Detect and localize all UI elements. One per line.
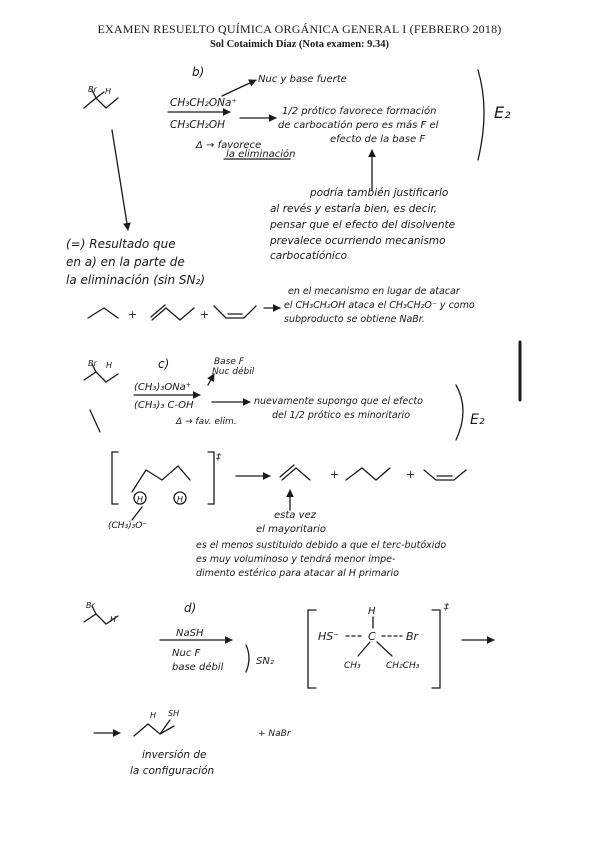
heat-note-c: Δ → fav. elim. xyxy=(176,417,237,427)
section-d xyxy=(84,606,494,736)
solvent-note-b-3: efecto de la base F xyxy=(330,134,426,145)
ts-ch3-d: CH₃ xyxy=(344,661,361,671)
section-c xyxy=(0,342,599,520)
mechanism-b: E₂ xyxy=(494,103,511,122)
ts-bracket-right-d xyxy=(432,610,440,688)
byproduct-d: + NaBr xyxy=(258,729,291,739)
ts-base-c: (CH₃)₃O⁻ xyxy=(108,521,148,531)
atom-h-c: H xyxy=(106,361,113,370)
label-b: b) xyxy=(192,65,205,79)
ts-bracket-right-c xyxy=(208,452,214,504)
justify-b-3: pensar que el efecto del disolvente xyxy=(270,219,456,231)
note-arrow-b1 xyxy=(222,80,256,96)
bracket-c xyxy=(456,385,463,440)
product-b1 xyxy=(88,308,118,318)
atom-h-b: H xyxy=(105,87,112,96)
plus-b-2: + xyxy=(200,308,210,321)
atom-h-d: H xyxy=(110,615,117,624)
major-c-2: el mayoritario xyxy=(256,524,326,535)
ts-nuc-d: HS⁻ xyxy=(318,630,340,643)
atom-br-d: Br xyxy=(86,601,95,610)
result-b-2: en a) en la parte de xyxy=(66,255,185,269)
ts-skeleton-c xyxy=(132,466,190,492)
result-b-1: (=) Resultado que xyxy=(66,237,176,251)
footnote-b-2: el CH₃CH₂OH ataca el CH₃CH₂O⁻ y como xyxy=(284,300,475,311)
plus-c-1: + xyxy=(330,468,340,481)
inversion-d-2: la configuración xyxy=(130,765,215,777)
label-c: c) xyxy=(158,357,170,371)
ts-br-d: Br xyxy=(406,630,419,643)
solvent-c: (CH₃)₃ C-OH xyxy=(134,400,194,411)
heat-note-b-1: Δ → favorece xyxy=(196,140,262,151)
major-c-4: es muy voluminoso y tendrá menor impe- xyxy=(196,554,396,565)
ts-base-bond xyxy=(132,507,142,520)
exam-title: EXAMEN RESUELTO QUÍMICA ORGÁNICA GENERAL I (FEBRERO 2018) xyxy=(97,22,502,36)
product-c1 xyxy=(282,468,310,480)
major-c-3: es el menos sustituido debido a que el terc-butóxido xyxy=(196,540,447,551)
mechanism-d: SN₂ xyxy=(256,656,274,667)
plus-b-1: + xyxy=(128,308,138,321)
ts-ch2ch3-d: CH₂CH₃ xyxy=(386,661,420,671)
substrate-b-h-bond xyxy=(96,92,104,98)
plus-c-2: + xyxy=(406,468,416,481)
ts-h-d: H xyxy=(368,606,376,617)
ts-h-c-2: H xyxy=(177,495,184,504)
ts-dagger-c: ‡ xyxy=(216,452,221,463)
justify-b-1: podría también justificarlo xyxy=(310,187,449,199)
ts-bracket-left-d xyxy=(308,610,316,688)
atom-br-b: Br xyxy=(88,85,97,94)
solvent-note-b-2: de carbocatión pero es más F el xyxy=(278,120,439,131)
solvent-note-c-2: del 1/2 prótico es minoritario xyxy=(272,410,411,421)
result-b-3: la eliminación (sin SN₂) xyxy=(66,273,206,287)
major-c-5: dimento estérico para atacar al H primario xyxy=(196,568,399,579)
ts-bracket-left-c xyxy=(112,452,118,504)
brace-d xyxy=(246,645,249,672)
reagent-b: CH₃CH₂ONa⁺ xyxy=(170,97,237,109)
justify-b-5: carbocatiónico xyxy=(270,250,348,262)
substrate-c-skeleton xyxy=(84,372,118,382)
product-b2 xyxy=(152,308,194,320)
bracket-b xyxy=(478,70,484,160)
heat-note-b-2: la eliminación xyxy=(226,149,296,160)
inversion-d-1: inversión de xyxy=(142,749,207,761)
ts-h-c-1: H xyxy=(137,495,144,504)
justify-b-2: al revés y estaría bien, es decir, xyxy=(270,203,438,215)
product-c3 xyxy=(424,470,466,480)
product-h-d: H xyxy=(150,711,157,720)
base-note-c-1: Base F xyxy=(214,357,244,367)
reagent-d: NaSH xyxy=(176,628,204,639)
solvent-note-c-1: nuevamente supongo que el efecto xyxy=(254,396,423,407)
author-line: Sol Cotaimich Díaz (Nota examen: 9.34) xyxy=(209,39,390,50)
footnote-b-1: en el mecanismo en lugar de atacar xyxy=(288,286,460,297)
base-note-c-2: Nuc débil xyxy=(212,367,255,377)
footnote-b-3: subproducto se obtiene NaBr. xyxy=(284,314,425,325)
solvent-b: CH₃CH₂OH xyxy=(170,119,226,131)
ts-dagger-d: ‡ xyxy=(444,602,449,613)
product-d-skeleton xyxy=(134,724,174,736)
justify-b-4: prevalece ocurriendo mecanismo xyxy=(270,235,446,247)
nuc-note-d-1: Nuc F xyxy=(172,648,201,659)
major-c-1: esta vez xyxy=(274,510,316,521)
solvent-note-b-1: 1/2 prótico favorece formación xyxy=(282,106,437,117)
result-arrow xyxy=(112,130,128,230)
product-sh-d: SH xyxy=(168,709,180,718)
atom-br-c: Br xyxy=(88,359,97,368)
product-d-sh-bond xyxy=(160,720,170,734)
mechanism-c: E₂ xyxy=(470,412,485,428)
product-c2 xyxy=(346,468,390,480)
ts-c-d: C xyxy=(368,630,376,643)
label-d: d) xyxy=(184,601,197,615)
product-b3 xyxy=(214,306,256,318)
ts-bond-ch2ch3 xyxy=(377,642,392,656)
nuc-note-b: Nuc y base fuerte xyxy=(258,74,347,85)
ts-bond-ch3 xyxy=(358,642,370,656)
arrow-stub-c xyxy=(90,410,100,432)
substrate-b-skeleton xyxy=(84,98,118,108)
reagent-c: (CH₃)₃ONa⁺ xyxy=(134,382,192,393)
nuc-note-d-2: base débil xyxy=(172,662,224,673)
